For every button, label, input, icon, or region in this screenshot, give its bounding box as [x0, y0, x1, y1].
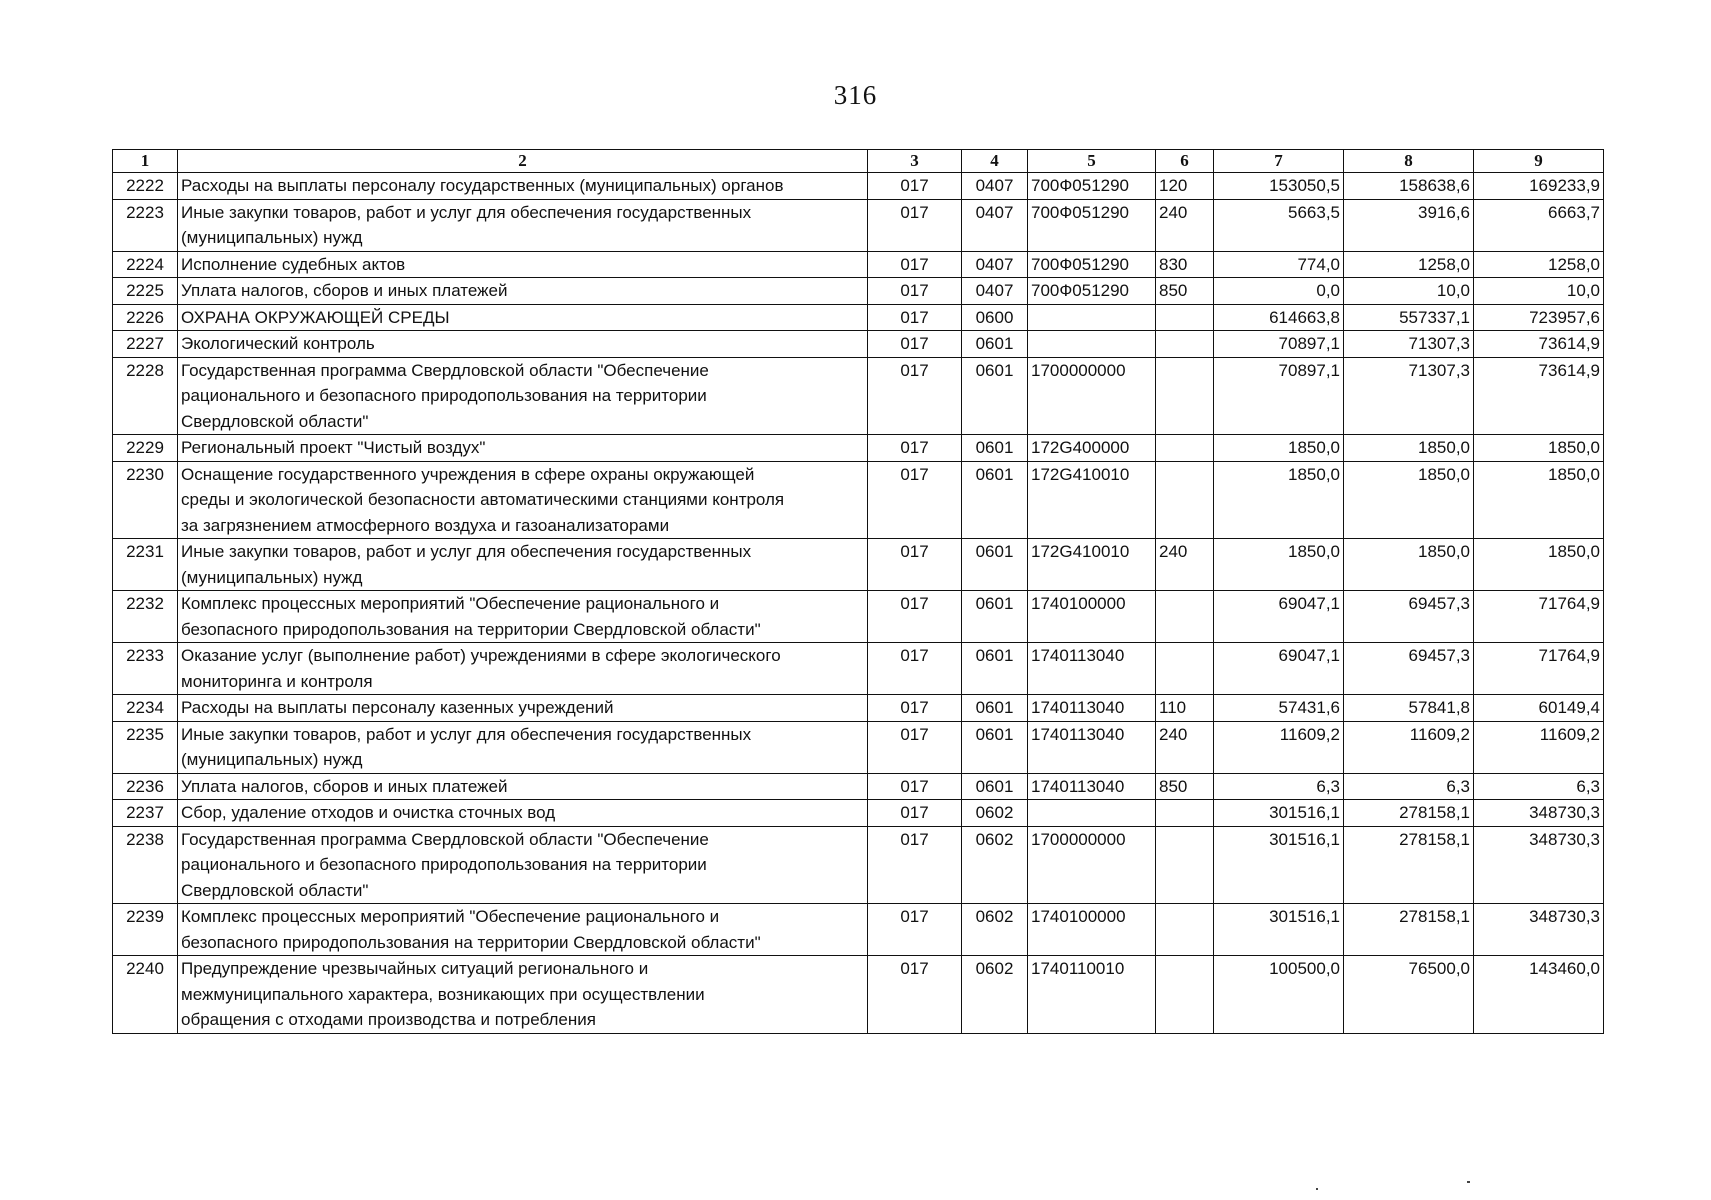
col5-target: 1700000000	[1028, 826, 1156, 904]
value-col9: 6663,7	[1474, 199, 1604, 251]
value-col7: 1850,0	[1214, 539, 1344, 591]
row-name	[178, 331, 868, 358]
col3-code: 017	[868, 904, 962, 956]
col3-code: 017	[868, 331, 962, 358]
row-name-line: Комплекс процессных мероприятий "Обеспечение рационального и	[181, 907, 720, 926]
row-name-line: Исполнение судебных актов	[181, 254, 406, 274]
col6-type	[1156, 331, 1214, 358]
value-col9: 71764,9	[1474, 643, 1604, 695]
col3-code: 017	[868, 539, 962, 591]
col5-target: 1740100000	[1028, 904, 1156, 956]
col4-section: 0601	[962, 435, 1028, 462]
header-cell: 6	[1156, 150, 1214, 173]
value-col7: 70897,1	[1214, 331, 1344, 358]
value-col8: 278158,1	[1344, 904, 1474, 956]
col6-type	[1156, 643, 1214, 695]
col3-code: 017	[868, 461, 962, 539]
table-row	[113, 800, 1604, 827]
row-name-line: Государственная программа Свердловской области "Обеспечение	[181, 360, 709, 380]
row-name	[178, 461, 868, 539]
table-row	[113, 435, 1604, 462]
value-col9: 1258,0	[1474, 251, 1604, 278]
header-cell: 5	[1028, 150, 1156, 173]
row-name-line: Иные закупки товаров, работ и услуг для обеспечения государственных	[181, 202, 752, 222]
col6-type	[1156, 826, 1214, 904]
value-col8: 76500,0	[1344, 956, 1474, 1034]
header-cell: 7	[1214, 150, 1344, 173]
col6-type	[1156, 357, 1214, 435]
row-number: 2230	[113, 461, 178, 539]
value-col7: 301516,1	[1214, 826, 1344, 904]
value-col7: 301516,1	[1214, 904, 1344, 956]
col4-section: 0407	[962, 199, 1028, 251]
value-col9: 73614,9	[1474, 331, 1604, 358]
row-number: 2222	[113, 173, 178, 200]
row-number: 2224	[113, 251, 178, 278]
col6-type: 110	[1156, 695, 1214, 722]
col6-type: 850	[1156, 773, 1214, 800]
table-row	[113, 199, 1604, 251]
row-name-line: Комплекс процессных мероприятий "Обеспечение рационального и	[181, 594, 720, 613]
row-name	[178, 956, 868, 1034]
value-col9: 1850,0	[1474, 461, 1604, 539]
col6-type: 240	[1156, 539, 1214, 591]
header-cell: 3	[868, 150, 962, 173]
value-col7: 301516,1	[1214, 800, 1344, 827]
col4-section: 0600	[962, 304, 1028, 331]
row-number: 2232	[113, 591, 178, 643]
col6-type	[1156, 904, 1214, 956]
row-name	[178, 199, 868, 251]
value-col7: 774,0	[1214, 251, 1344, 278]
col3-code: 017	[868, 173, 962, 200]
row-name-line: обращения с отходами производства и потребления	[181, 1010, 596, 1029]
value-col9: 10,0	[1474, 278, 1604, 305]
row-name-line: Уплата налогов, сборов и иных платежей	[181, 776, 508, 796]
col3-code: 017	[868, 826, 962, 904]
col5-target	[1028, 800, 1156, 827]
table-row	[113, 904, 1604, 956]
row-name-line: Расходы на выплаты персоналу казенных учреждений	[181, 698, 614, 717]
table-row	[113, 357, 1604, 435]
row-name-line: Свердловской области"	[181, 411, 369, 431]
row-name	[178, 251, 868, 278]
col5-target: 1740113040	[1028, 773, 1156, 800]
value-col8: 69457,3	[1344, 643, 1474, 695]
col5-target: 700Ф051290	[1028, 251, 1156, 278]
row-name-line: безопасного природопользования на территории Свердловской области"	[181, 619, 761, 639]
value-col9: 169233,9	[1474, 173, 1604, 200]
table-row	[113, 539, 1604, 591]
col6-type	[1156, 591, 1214, 643]
value-col9: 348730,3	[1474, 904, 1604, 956]
row-number: 2234	[113, 695, 178, 722]
row-name	[178, 904, 868, 956]
value-col9: 348730,3	[1474, 826, 1604, 904]
row-name-line: Расходы на выплаты персоналу государственных (муниципальных) органов	[181, 176, 784, 195]
col5-target: 172G410010	[1028, 461, 1156, 539]
row-name	[178, 643, 868, 695]
value-col7: 69047,1	[1214, 643, 1344, 695]
value-col9: 723957,6	[1474, 304, 1604, 331]
row-number: 2238	[113, 826, 178, 904]
value-col9: 1850,0	[1474, 435, 1604, 462]
col4-section: 0602	[962, 826, 1028, 904]
row-name	[178, 591, 868, 643]
col5-target: 172G410010	[1028, 539, 1156, 591]
row-number: 2231	[113, 539, 178, 591]
value-col7: 614663,8	[1214, 304, 1344, 331]
header-row	[113, 150, 1604, 173]
value-col7: 6,3	[1214, 773, 1344, 800]
table-row	[113, 956, 1604, 1034]
table-row	[113, 773, 1604, 800]
value-col7: 1850,0	[1214, 461, 1344, 539]
row-number: 2225	[113, 278, 178, 305]
col5-target: 1700000000	[1028, 357, 1156, 435]
row-name	[178, 304, 868, 331]
table-row	[113, 591, 1604, 643]
row-name	[178, 539, 868, 591]
col6-type: 850	[1156, 278, 1214, 305]
col6-type: 830	[1156, 251, 1214, 278]
col5-target: 700Ф051290	[1028, 173, 1156, 200]
value-col8: 278158,1	[1344, 826, 1474, 904]
row-name	[178, 800, 868, 827]
col6-type	[1156, 956, 1214, 1034]
value-col8: 10,0	[1344, 278, 1474, 305]
table-row	[113, 251, 1604, 278]
col4-section: 0601	[962, 721, 1028, 773]
table-row	[113, 173, 1604, 200]
value-col8: 1258,0	[1344, 251, 1474, 278]
col4-section: 0602	[962, 800, 1028, 827]
value-col8: 278158,1	[1344, 800, 1474, 827]
row-name	[178, 721, 868, 773]
col4-section: 0407	[962, 278, 1028, 305]
col3-code: 017	[868, 956, 962, 1034]
col5-target	[1028, 304, 1156, 331]
table-body	[113, 173, 1604, 1034]
value-col7: 0,0	[1214, 278, 1344, 305]
row-name-line: Экологический контроль	[181, 334, 375, 353]
scan-dot	[1316, 1188, 1318, 1190]
value-col8: 71307,3	[1344, 357, 1474, 435]
row-name-line: мониторинга и контроля	[181, 671, 373, 691]
scan-dot	[1467, 1181, 1470, 1183]
row-name	[178, 357, 868, 435]
col5-target: 1740100000	[1028, 591, 1156, 643]
col3-code: 017	[868, 251, 962, 278]
col5-target: 1740113040	[1028, 643, 1156, 695]
col3-code: 017	[868, 643, 962, 695]
row-name-line: Региональный проект "Чистый воздух"	[181, 438, 486, 457]
col3-code: 017	[868, 199, 962, 251]
col4-section: 0601	[962, 695, 1028, 722]
table-row	[113, 695, 1604, 722]
col6-type	[1156, 461, 1214, 539]
col4-section: 0407	[962, 251, 1028, 278]
col3-code: 017	[868, 695, 962, 722]
row-name-line: Оснащение государственного учреждения в сфере охраны окружающей	[181, 464, 755, 484]
col3-code: 017	[868, 357, 962, 435]
col6-type	[1156, 304, 1214, 331]
col4-section: 0601	[962, 357, 1028, 435]
value-col7: 69047,1	[1214, 591, 1344, 643]
row-name	[178, 173, 868, 200]
row-name	[178, 435, 868, 462]
row-name-line: Государственная программа Свердловской области "Обеспечение	[181, 829, 709, 849]
row-name-line: (муниципальных) нужд	[181, 567, 363, 587]
row-name	[178, 695, 868, 722]
col3-code: 017	[868, 304, 962, 331]
row-name-line: Иные закупки товаров, работ и услуг для обеспечения государственных	[181, 542, 752, 561]
col3-code: 017	[868, 721, 962, 773]
value-col9: 60149,4	[1474, 695, 1604, 722]
row-number: 2229	[113, 435, 178, 462]
header-cell: 8	[1344, 150, 1474, 173]
row-number: 2228	[113, 357, 178, 435]
row-name-line: (муниципальных) нужд	[181, 228, 363, 247]
col3-code: 017	[868, 800, 962, 827]
table-row	[113, 826, 1604, 904]
col6-type: 240	[1156, 721, 1214, 773]
header-cell: 4	[962, 150, 1028, 173]
value-col8: 557337,1	[1344, 304, 1474, 331]
col4-section: 0407	[962, 173, 1028, 200]
col6-type	[1156, 800, 1214, 827]
col4-section: 0602	[962, 956, 1028, 1034]
row-number: 2223	[113, 199, 178, 251]
value-col7: 57431,6	[1214, 695, 1344, 722]
value-col8: 1850,0	[1344, 539, 1474, 591]
value-col7: 1850,0	[1214, 435, 1344, 462]
col5-target	[1028, 331, 1156, 358]
row-name-line: среды и экологической безопасности автоматическими станциями контроля	[181, 490, 785, 509]
value-col8: 11609,2	[1344, 721, 1474, 773]
row-number: 2239	[113, 904, 178, 956]
row-number: 2226	[113, 304, 178, 331]
value-col8: 3916,6	[1344, 199, 1474, 251]
table-row	[113, 461, 1604, 539]
row-name-line: Предупреждение чрезвычайных ситуаций регионального и	[181, 959, 649, 978]
col5-target: 1740110010	[1028, 956, 1156, 1034]
table-row	[113, 721, 1604, 773]
value-col7: 100500,0	[1214, 956, 1344, 1034]
row-number: 2236	[113, 773, 178, 800]
value-col7: 70897,1	[1214, 357, 1344, 435]
row-name	[178, 826, 868, 904]
col5-target: 700Ф051290	[1028, 199, 1156, 251]
value-col8: 57841,8	[1344, 695, 1474, 722]
col3-code: 017	[868, 591, 962, 643]
row-name-line: межмуниципального характера, возникающих при осуществлении	[181, 984, 705, 1004]
row-name-line: рационального и безопасного природопользования на территории	[181, 386, 707, 405]
col4-section: 0601	[962, 331, 1028, 358]
row-number: 2240	[113, 956, 178, 1034]
row-name-line: за загрязнением атмосферного воздуха и газоанализаторами	[181, 515, 670, 535]
budget-table	[112, 149, 1604, 1034]
row-number: 2237	[113, 800, 178, 827]
row-name-line: ОХРАНА ОКРУЖАЮЩЕЙ СРЕДЫ	[181, 307, 450, 327]
col4-section: 0602	[962, 904, 1028, 956]
value-col8: 1850,0	[1344, 461, 1474, 539]
col4-section: 0601	[962, 643, 1028, 695]
col5-target: 1740113040	[1028, 695, 1156, 722]
value-col9: 6,3	[1474, 773, 1604, 800]
col3-code: 017	[868, 773, 962, 800]
value-col9: 11609,2	[1474, 721, 1604, 773]
col5-target: 1740113040	[1028, 721, 1156, 773]
col4-section: 0601	[962, 591, 1028, 643]
value-col8: 6,3	[1344, 773, 1474, 800]
col6-type	[1156, 435, 1214, 462]
value-col7: 11609,2	[1214, 721, 1344, 773]
page-number: 316	[833, 80, 878, 110]
row-name	[178, 278, 868, 305]
header-cell: 1	[113, 150, 178, 173]
col4-section: 0601	[962, 461, 1028, 539]
row-name-line: рационального и безопасного природопользования на территории	[181, 855, 707, 874]
col6-type: 120	[1156, 173, 1214, 200]
col4-section: 0601	[962, 539, 1028, 591]
col3-code: 017	[868, 435, 962, 462]
value-col7: 5663,5	[1214, 199, 1344, 251]
col6-type: 240	[1156, 199, 1214, 251]
table-row	[113, 278, 1604, 305]
row-name-line: безопасного природопользования на территории Свердловской области"	[181, 932, 761, 952]
row-name-line: Оказание услуг (выполнение работ) учреждениями в сфере экологического	[181, 646, 781, 665]
value-col8: 69457,3	[1344, 591, 1474, 643]
col5-target: 172G400000	[1028, 435, 1156, 462]
row-name-line: Свердловской области"	[181, 880, 369, 900]
table-row	[113, 304, 1604, 331]
value-col7: 153050,5	[1214, 173, 1344, 200]
row-name	[178, 773, 868, 800]
header-cell: 9	[1474, 150, 1604, 173]
row-number: 2235	[113, 721, 178, 773]
value-col9: 143460,0	[1474, 956, 1604, 1034]
row-number: 2227	[113, 331, 178, 358]
row-name-line: Сбор, удаление отходов и очистка сточных вод	[181, 803, 556, 822]
col3-code: 017	[868, 278, 962, 305]
value-col8: 158638,6	[1344, 173, 1474, 200]
col4-section: 0601	[962, 773, 1028, 800]
value-col9: 71764,9	[1474, 591, 1604, 643]
row-name-line: Уплата налогов, сборов и иных платежей	[181, 281, 508, 300]
row-name-line: (муниципальных) нужд	[181, 750, 363, 769]
col5-target: 700Ф051290	[1028, 278, 1156, 305]
table-row	[113, 331, 1604, 358]
header-cell: 2	[178, 150, 868, 173]
value-col9: 73614,9	[1474, 357, 1604, 435]
value-col8: 1850,0	[1344, 435, 1474, 462]
value-col9: 1850,0	[1474, 539, 1604, 591]
row-number: 2233	[113, 643, 178, 695]
table-row	[113, 643, 1604, 695]
value-col8: 71307,3	[1344, 331, 1474, 358]
value-col9: 348730,3	[1474, 800, 1604, 827]
row-name-line: Иные закупки товаров, работ и услуг для обеспечения государственных	[181, 724, 752, 744]
